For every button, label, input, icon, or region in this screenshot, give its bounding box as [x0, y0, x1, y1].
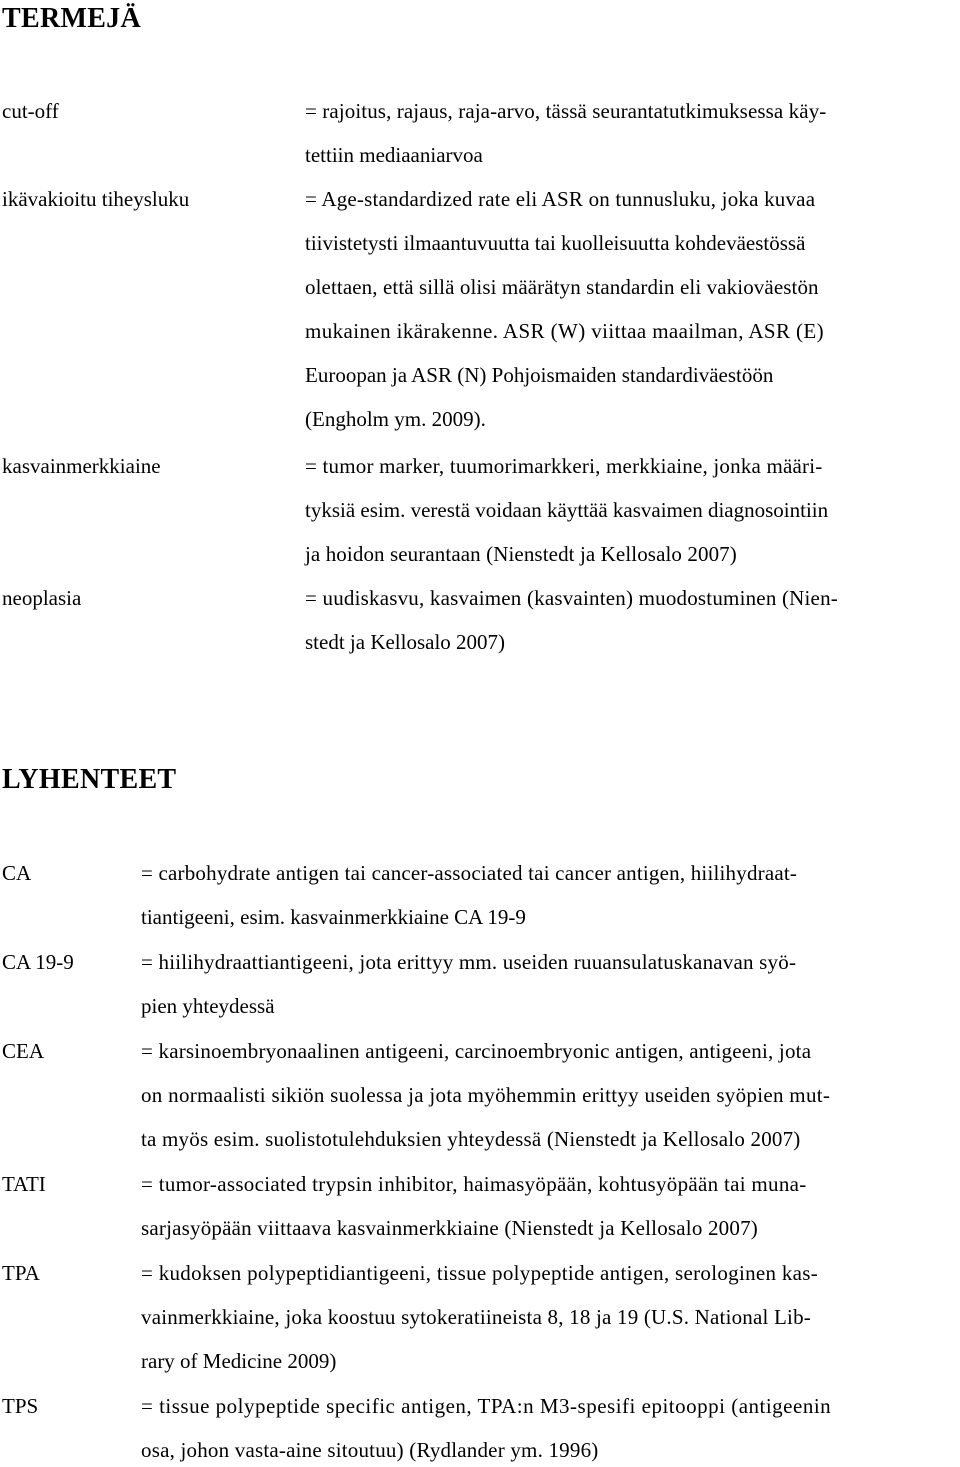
definition-line: sarjasyöpään viittaava kasvainmerkkiaine (Nienstedt ja Kellosalo 2007) [141, 1216, 758, 1240]
definition-line: = tumor marker, tuumorimarkkeri, merkkiaine, jonka määri- [305, 454, 823, 478]
abbreviation-tati: TATI [2, 1172, 46, 1196]
definition-line: tiivistetysti ilmaantuvuutta tai kuolleisuutta kohdeväestössä [305, 231, 806, 255]
abbreviation-tpa: TPA [2, 1261, 40, 1285]
abbreviations-heading: LYHENTEET [2, 764, 177, 795]
definition-line: Euroopan ja ASR (N) Pohjoismaiden standardiväestöön [305, 363, 774, 387]
definition-line: olettaen, että sillä olisi määrätyn standardin eli vakioväestön [305, 275, 819, 299]
definition-line: stedt ja Kellosalo 2007) [305, 630, 506, 654]
term-neoplasia: neoplasia [2, 586, 82, 610]
definition-line: = tissue polypeptide specific antigen, TPA:n M3-spesifi epitooppi (antigeenin [141, 1394, 832, 1418]
definition-line: (Engholm ym. 2009). [305, 407, 486, 431]
definition-line: tiantigeeni, esim. kasvainmerkkiaine CA 19-9 [141, 905, 526, 929]
definition-line: on normaalisti sikiön suolessa ja jota myöhemmin erittyy useiden syöpien mut- [141, 1083, 831, 1107]
terms-heading: TERMEJÄ [2, 3, 141, 34]
definition-line: vainmerkkiaine, joka koostuu sytokeratiineista 8, 18 ja 19 (U.S. National Lib- [141, 1305, 811, 1329]
definition-line: osa, johon vasta-aine sitoutuu) (Rydlander ym. 1996) [141, 1438, 599, 1462]
abbreviation-tps: TPS [2, 1394, 39, 1418]
definition-line: = Age-standardized rate eli ASR on tunnusluku, joka kuvaa [305, 187, 816, 211]
definition-line: pien yhteydessä [141, 994, 275, 1018]
definition-line: = carbohydrate antigen tai cancer-associated tai cancer antigen, hiilihydraat- [141, 861, 798, 885]
abbreviation-ca: CA [2, 861, 32, 885]
definition-line: = kudoksen polypeptidiantigeeni, tissue polypeptide antigen, serologinen kas- [141, 1261, 819, 1285]
definition-line: = uudiskasvu, kasvaimen (kasvainten) muodostuminen (Nien- [305, 586, 838, 610]
term-age-standardized-rate: ikävakioitu tiheysluku [2, 187, 190, 211]
definition-line: = hiilihydraattiantigeeni, jota erittyy mm. useiden ruuansulatuskanavan syö- [141, 950, 797, 974]
term-cut-off: cut-off [2, 99, 59, 123]
definition-line: = rajoitus, rajaus, raja-arvo, tässä seurantatutkimuksessa käy- [305, 99, 827, 123]
definition-line: = karsinoembryonaalinen antigeeni, carcinoembryonic antigen, antigeeni, jota [141, 1039, 812, 1063]
definition-line: = tumor-associated trypsin inhibitor, haimasyöpään, kohtusyöpään tai muna- [141, 1172, 807, 1196]
definition-line: ta myös esim. suolistotulehduksien yhteydessä (Nienstedt ja Kellosalo 2007) [141, 1127, 801, 1151]
definition-line: rary of Medicine 2009) [141, 1349, 337, 1373]
definition-line: ja hoidon seurantaan (Nienstedt ja Kellosalo 2007) [305, 542, 737, 566]
term-tumor-marker: kasvainmerkkiaine [2, 454, 161, 478]
definition-line: tyksiä esim. verestä voidaan käyttää kasvaimen diagnosointiin [305, 498, 829, 522]
definition-line: tettiin mediaaniarvoa [305, 143, 483, 167]
abbreviation-cea: CEA [2, 1039, 44, 1063]
abbreviation-ca-19-9: CA 19-9 [2, 950, 74, 974]
definition-line: mukainen ikärakenne. ASR (W) viittaa maailman, ASR (E) [305, 319, 825, 343]
